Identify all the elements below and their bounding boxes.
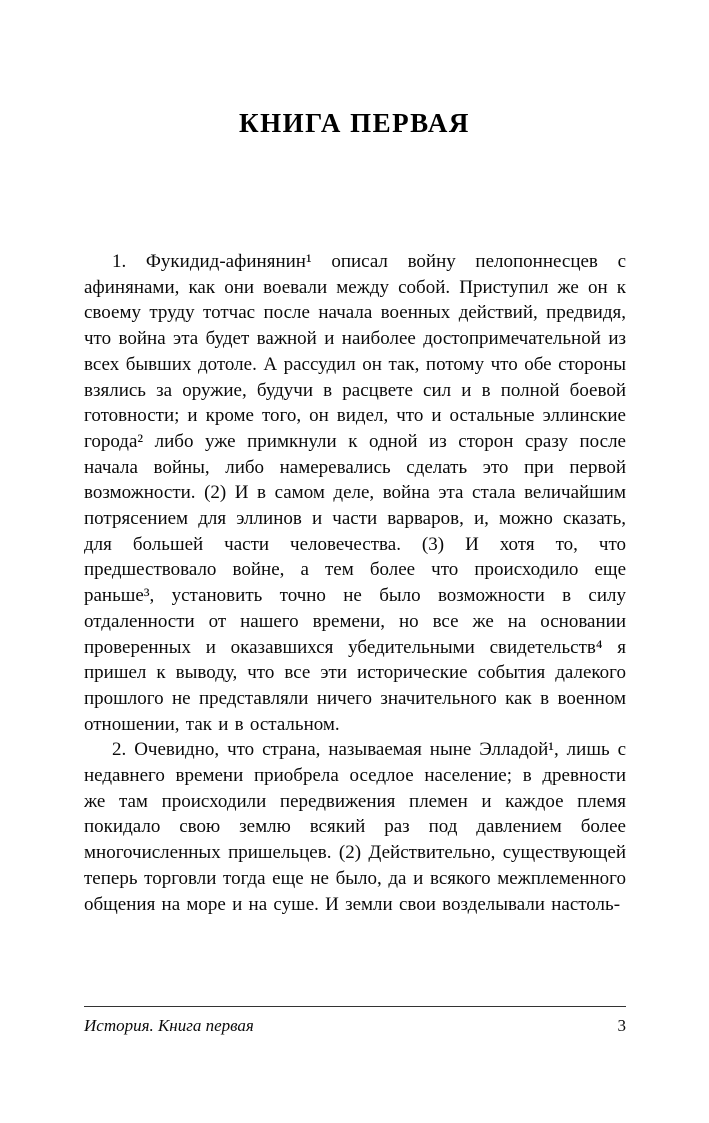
body-text bbox=[84, 249, 626, 917]
paragraph: 2. Очевидно, что страна, называемая ныне Элладой¹, лишь с недавнего времени приобрела оседлое население; в древности же там происходили передвижения племен и каждое племя покидало свою землю всякий раз под давлением более многочисленных пришельцев. (2) Действительно, существующей теперь торговли тогда еще не было, да и всякого межплеменного общения на море и на суше. И земли свои возделывали настоль- bbox=[84, 739, 626, 915]
footer-running-title: История. Книга первая bbox=[84, 1016, 254, 1035]
page-number: 3 bbox=[617, 1016, 626, 1035]
page-footer bbox=[84, 1006, 626, 1036]
paragraph: 1. Фукидид-афинянин¹ описал войну пелопоннесцев с афинянами, как они воевали между собой. Приступил же он к своему труду тотчас после начала военных действий, предвидя, что война эта будет важной и наиболее достопримечательной из всех бывших дотоле. А рассудил он так, потому что обе стороны взялись за оружие, будучи в расцвете сил и в полной боевой готовности; и кроме того, он видел, что и остальные эллинские города² либо уже примкнули к одной из сторон сразу после начала войны, либо намеревались сделать это при первой возможности. (2) И в самом деле, война эта стала величайшим потрясением для эллинов и части варваров, и, можно сказать, для большей части человечества. (3) И хотя то, что предшествовало войне, а тем более что происходило еще раньше³, установить точно не было возможности в силу отдаленности от нашего времени, но все же на основании проверенных и оказавшихся убедительными свидетельств⁴ я пришел к выводу, что все эти исторические события далекого прошлого не представляли ничего значительного как в военном отношении, так и в остальном. bbox=[84, 251, 626, 735]
chapter-title: КНИГА ПЕРВАЯ bbox=[239, 108, 470, 139]
